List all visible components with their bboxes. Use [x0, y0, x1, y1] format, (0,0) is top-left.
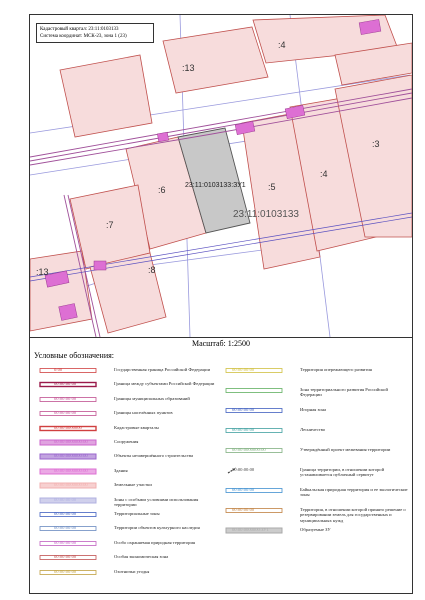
legend-code: 00:00:00:00	[54, 525, 77, 531]
legend-symbol	[34, 554, 106, 562]
label-parcel-4-top: :4	[278, 40, 286, 50]
legend-code: 00:00:00:00	[232, 407, 255, 412]
legend-text: Граница территории, в отношении которой устанавливается публичный сервитут	[300, 467, 385, 478]
label-parcel-8: :8	[148, 265, 156, 275]
legend-symbol	[34, 367, 106, 375]
legend-item	[34, 482, 218, 496]
legend-item	[220, 407, 410, 427]
legend-code: 00:00:0000000:00	[54, 453, 88, 459]
legend-title: Условные обозначения:	[34, 351, 115, 360]
legend-symbol	[34, 569, 106, 577]
label-selected-parcel: 23:11:0103133:ЗУ1	[185, 182, 246, 189]
label-parcel-7: :7	[106, 220, 114, 230]
legend-item	[220, 467, 410, 487]
legend-item	[34, 439, 218, 453]
legend-text: Утверждённый проект межевания территории	[300, 447, 391, 452]
parcel-13a	[60, 55, 152, 137]
legend-code: 0:00	[54, 367, 63, 372]
legend-item	[220, 507, 410, 527]
legend-text: Лесничество	[300, 427, 326, 432]
legend-item	[34, 453, 218, 467]
legend-symbol	[34, 396, 106, 404]
legend-symbol	[220, 387, 286, 395]
legend-text: Здания	[114, 467, 128, 473]
scale-label: Масштаб: 1:2500	[191, 339, 251, 348]
legend-code: 00:00:0000000	[54, 424, 82, 430]
legend-symbol	[34, 468, 106, 476]
label-parcel-6: :6	[158, 185, 166, 195]
legend-code: 00:00:00:00	[54, 496, 77, 502]
legend-code: 00:00:00:00	[54, 554, 77, 560]
legend-symbol	[34, 511, 106, 519]
coordinate-info-box	[36, 23, 154, 43]
legend-item	[220, 527, 410, 547]
legend-symbol	[220, 407, 286, 415]
cadastral-map[interactable]	[30, 15, 412, 338]
legend-text: Территория опережающего развития	[300, 367, 372, 372]
legend-text: Сооружения	[114, 439, 139, 444]
legend-item	[34, 511, 218, 525]
legend-text: Территории объектов культурного наследия	[114, 525, 200, 531]
legend-code: 00:00:00:00	[232, 367, 255, 372]
legend-symbol	[220, 367, 286, 375]
label-block-number: 23:11:0103133	[233, 209, 299, 220]
legend-symbol	[220, 507, 286, 515]
legend-symbol	[34, 482, 106, 490]
legend-symbol	[34, 497, 106, 505]
legend-text: Кадастровые кварталы	[114, 424, 159, 430]
legend-code: 00:00:0000000:00	[54, 467, 88, 473]
legend-code: 00:00:0000000:00	[54, 439, 88, 444]
legend-text: Объекты незавершённого строительства	[114, 453, 194, 459]
legend-item	[34, 540, 218, 554]
label-parcel-3: :3	[372, 139, 380, 149]
legend-item	[34, 554, 218, 568]
legend-text: Образуемые ЗУ	[300, 527, 331, 532]
label-parcel-13-top: :13	[182, 63, 195, 73]
legend-item	[220, 387, 410, 407]
legend-text: Игорная зона	[300, 407, 327, 412]
label-parcel-5: :5	[268, 182, 276, 192]
legend-code: 00:00:00:00	[232, 467, 255, 472]
legend-item	[220, 487, 410, 507]
legend-item	[34, 468, 218, 482]
legend-code: 00:00:0000000:ЗУ1	[232, 527, 269, 532]
legend-text: Границы муниципальных образований	[114, 395, 190, 401]
map-sheet	[29, 14, 413, 594]
legend-symbol	[220, 527, 286, 535]
legend-item	[34, 497, 218, 511]
legend-symbol	[34, 425, 106, 433]
legend-text: Особая экономическая зона	[114, 554, 169, 560]
legend-symbol	[220, 447, 286, 455]
legend-text: Граница между субъектами Российской Федерации	[114, 381, 215, 387]
legend-symbol	[34, 540, 106, 548]
label-parcel-4: :4	[320, 169, 328, 179]
legend-symbol	[34, 381, 106, 389]
legend-text: Зоны с особыми условиями использования территории	[114, 496, 199, 507]
legend-code: 00:00:00:00	[54, 511, 77, 516]
legend-symbol	[220, 487, 286, 495]
legend-text: Байкальская природная территория и ее экологические зоны	[300, 487, 408, 498]
legend-item	[34, 569, 218, 583]
legend-item	[220, 427, 410, 447]
legend-text: Особо охраняемая природная территория	[114, 539, 196, 545]
legend-item	[34, 367, 218, 381]
legend-code: 00:00:00:00	[54, 381, 77, 387]
legend-symbol	[34, 525, 106, 533]
legend-code: 00:00:0000000:00	[232, 447, 266, 452]
label-parcel-13b: :13	[36, 267, 49, 277]
legend-item	[34, 525, 218, 539]
parcel-13b	[30, 251, 92, 331]
legend-code: 00:00:00:00	[54, 395, 77, 401]
legend-item	[220, 367, 410, 387]
legend-symbol	[34, 453, 106, 461]
legend-symbol	[34, 439, 106, 447]
legend	[34, 367, 410, 589]
legend-code: 00:00:00:00	[54, 539, 77, 545]
legend-item	[34, 381, 218, 395]
legend-text: Территориальные зоны	[114, 511, 160, 516]
legend-code: 00:00:00:00	[232, 487, 255, 492]
coord-system-info: Система координат: МСК-23, зона 1 (23)	[40, 34, 127, 39]
legend-text: Государственная граница Российской Федерации	[114, 367, 211, 372]
legend-symbol	[34, 410, 106, 418]
legend-item	[34, 425, 218, 439]
legend-text: Зона территориального развития Российской Федерации	[300, 387, 388, 398]
legend-text: Охотничьи угодья	[114, 568, 150, 574]
legend-code: 00:00:00:00	[232, 507, 255, 512]
legend-code: 00:00:00:00	[54, 568, 77, 574]
legend-code: 00:00:00:00	[54, 410, 77, 416]
legend-symbol	[220, 467, 286, 475]
legend-item	[34, 396, 218, 410]
legend-text: Земельные участки	[114, 482, 152, 488]
block-info: Кадастровый квартал: 23:11:0103133	[40, 27, 119, 32]
legend-text: Границы населённых пунктов	[114, 410, 173, 416]
legend-code: 00:00:00:00	[232, 427, 255, 432]
legend-code: 00:00:0000000:00	[54, 482, 88, 488]
legend-text: Территория, в отношении которой принято решение о резервировании земель для государственных и муниципальных нужд	[300, 507, 406, 523]
legend-item	[220, 447, 410, 467]
legend-symbol	[220, 427, 286, 435]
legend-item	[34, 410, 218, 424]
